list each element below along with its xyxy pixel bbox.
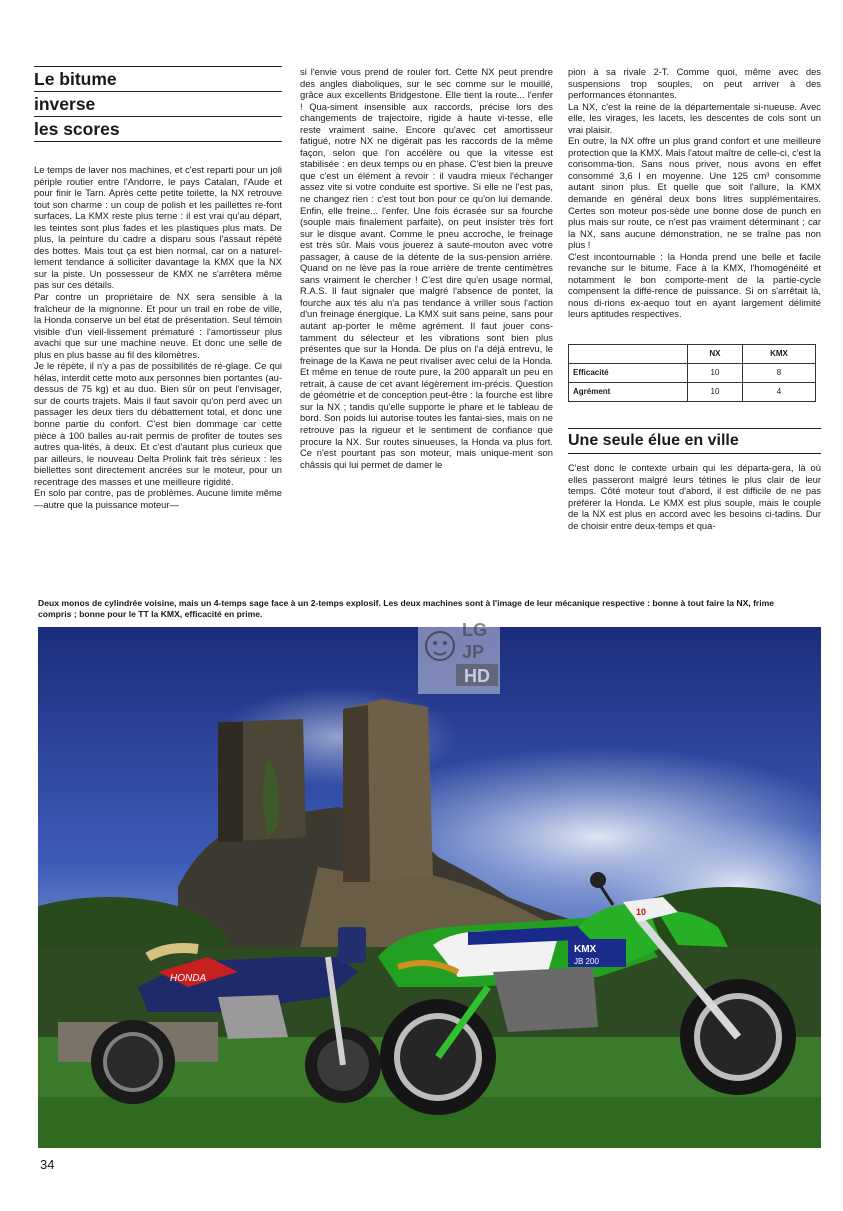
table-cell: 8 [742,364,815,383]
paragraph: C'est donc le contexte urbain qui les départa-gera, là où elles passeront malgré leurs tétines le plus clair de leur temps. Côté moteur tout d'abord, il est difficile de ne pas préférer la Honda. Le KMX est plus souple, mais le couple de la NX est plus en accord avec les besoins ci-tadins. Dur de choisir entre deux-temps et qua- [568,462,821,531]
tower-shadow [343,705,370,882]
watermark-logo [418,612,500,694]
motorcycles-photo [38,627,821,1148]
number-plate-text: 10 [636,907,647,917]
honda-tank-text: HONDA [170,973,207,984]
paragraph: La NX, c'est la reine de la départementale si-nueuse. Avec elle, les virages, les lacets, les descentes de cols sont un vrai plaisir. [568,100,821,135]
table-row-label: Efficacité [569,364,688,383]
title-line: Le bitume [34,67,282,92]
photo-caption: Deux monos de cylindrée voisine, mais un 4-temps sage face à un 2-temps explosif. Les deux machines sont à l'image de leur mécanique respective : bonne à tout faire la NX, frime compris ; bonne pour le TT la KMX, efficacité en prime. [38,598,775,619]
paragraph: C'est incontournable : la Honda prend une belle et facile revanche sur le bitume. Face à la KMX, l'homogénéité et notamment le bon comporte-ment de la partie-cycle compensent la diffé-rence de puissance. Si on s'arrêtait là, nous di-rions ex-aequo tout en ayant largement délimité leurs aptitudes respectives. [568,250,821,320]
title-line: les scores [34,117,282,142]
table-header-cell: NX [688,345,743,364]
table-header-cell [569,345,688,364]
paragraph: En outre, la NX offre un plus grand confort et une meilleure protection que la KMX. Mais l'atout maître de celle-ci, c'est la consomma-tion. Sans nous priver, nous avons en effet consommé 3,6 l en moyenne. Une 125 cm³ consomme autant sinon plus. Et quelle que soit l'allure, la KMX demande en général deux bons litres supplémentaires. Certes son moteur pos-sède une bonne dose de punch en plus mais sur route, ce n'est pas vraiment déterminant ; car la NX, sans aucune démonstration, ne se traîne pas non plus ! [568,135,821,251]
section-subheading: Une seule élue en ville [568,428,821,454]
watermark-line-1: LG [462,620,487,640]
mirror [590,872,606,888]
table-row [569,383,816,402]
table-cell: 4 [742,383,815,402]
paragraph: Le temps de laver nos machines, et c'est reparti pour un joli périple routier entre l'Andorre, le pays Catalan, l'Aude et pour finir le Tarn. Après cette petite toilette, la NX retrouve tout son charme : un coup de polish et les paillettes re-font surfaces. La KMX reste plus terne : il est vrai qu'au départ, les teintes sont plus fades et les plastiques plus mats. De plus, la peinture du cadre a disparu sous l'assaut répété des bottes. Mais tout ça est bien normal, car on a naturel-lement tendance à solliciter davantage la KMX que la NX sur la piste. Un possesseur de KMX ne s'arrêtera même pas sur ces détails. [34,164,282,291]
table-cell: 10 [688,383,743,402]
paragraph: pion à sa rivale 2-T. Comme quoi, même avec des suspensions trop souples, on peut arriver à des performances étonnantes. [568,66,821,101]
paragraph: Je le répète, il n'y a pas de possibilités de ré-glage. Ce qui hélas, interdit cette moto aux personnes bien portantes (au-dessus de 75 kg) et au duo. Bien sûr on peut l'envisager, sur de courts trajets. Mais il faut savoir qu'on perd avec un passager les deux tiers du débattement total, et donc une bonne partie du confort. C'est bien dommage car cette pièce à 100 balles au-rait permis de profiter de toutes ses autres qua-lités, à deux. Et c'est d'autant plus curieux que par ailleurs, le nouveau Delta Prolink fait très sérieux : les biellettes sont directement ancrées sur le moteur, pour un recentrage des masses et une meilleure rigidité. [34,360,282,487]
article-title [34,66,282,142]
paragraph: si l'envie vous prend de rouler fort. Cette NX peut prendre des angles diaboliques, sur le sec comme sur le mouillé, grâce aux excellents Bridgestone. Elle tient la route... l'enfer ! Qua-siment insensible aux raccords, précise lors des changements de trajectoire, rigide à haute vi-tesse, elle reste vraiment saine. Encore qu'avec cet amortisseur fatigué, notre NX ne digérait pas les raccords de la même façon, selon que l'on accélère ou que la vitesse est stabilisée : en deux temps ou en phase. C'est bien la preuve que c'est un élément à revoir : il vaudra mieux l'échanger assez vite si votre conduite est sportive. Si elle ne l'est pas, ne changez rien : c'est tout bon pour ce qu'on lui demande. Enfin, elle freine... l'enfer. Une fois écrasée sur sa fourche (souple mais finalement parfaite), on peut insister très fort sur le disque avant. Comme le pneu accroche, le freinage est très sûr. Mais vous jouerez à saute-mouton avec votre passager, à cause de la détente de la sus-pension arrière. Quand on ne lève pas la roue arrière de trente centimètres sans vraiment le chercher ! C'est dire qu'en usage normal, R.A.S. Il faut signaler que malgré l'absence de pontet, la fourche aux tés alu n'a pas tendance à vriller sous l'action d'un freinage énergique. La KMX suit sans peine, sans pour autant ap-porter le même agrément. Il faut jouer cons-tamment du sélecteur et les vibrations sont bien plus présentes que sur la Honda. De plus on l'a déjà entrevu, le freinage de la Kawa ne peut rivaliser avec celui de la Honda. Et même en tenue de route pure, la 200 apparaît un peu en retrait, à cause de cet avant légèrement im-précis. Question de géométrie et de conception peut-être : la fourche est libre sur la NX ; tandis qu'elle supporte le phare et le tableau de bord. Son poids lui autorise toutes les fantai-sies, mais on ne retrouve pas la rigueur et le sentiment de confiance que procure la NX. Sur routes sinueuses, la Honda va plus fort. Ce n'est pourtant pas son moteur, mais unique-ment son châssis qui lui permet de damer le [300,66,553,470]
table-cell: 10 [688,364,743,383]
paragraph: En solo par contre, pas de problèmes. Aucune limite même —autre que la puissance moteur— [34,487,282,510]
engine [493,967,598,1032]
score-table-wrap [568,344,821,402]
article-column-1 [34,60,282,610]
engine [218,995,288,1039]
watermark-line-3: HD [464,666,490,686]
tower-shadow [218,722,243,842]
kmx-label: KMX [574,944,597,955]
article-column-3 [568,66,821,616]
table-header-cell: KMX [742,345,815,364]
headlight-fairing [338,927,366,963]
title-line: inverse [34,92,282,117]
table-row [569,364,816,383]
kmx-model: JB 200 [574,957,599,966]
watermark-graphic [418,612,500,694]
table-header-row [569,345,816,364]
rim-inner [107,1036,159,1088]
table-row-label: Agrément [569,383,688,402]
watermark-line-2: JP [462,642,485,662]
article-column-2 [300,66,553,616]
photo-illustration [38,627,821,1148]
score-table [568,344,816,402]
page-number: 34 [40,1157,55,1172]
paragraph: Par contre un propriétaire de NX sera sensible à la fraîcheur de la mignonne. Et pour un trail en robe de ville, la Honda conserve un bel état de présentation. Seul témoin visible d'un vieil-lissement prématuré : l'amortisseur plus avachi que sur une machine neuve. Et donc une selle de plus en plus basse au fil des kilomètres. [34,291,282,360]
